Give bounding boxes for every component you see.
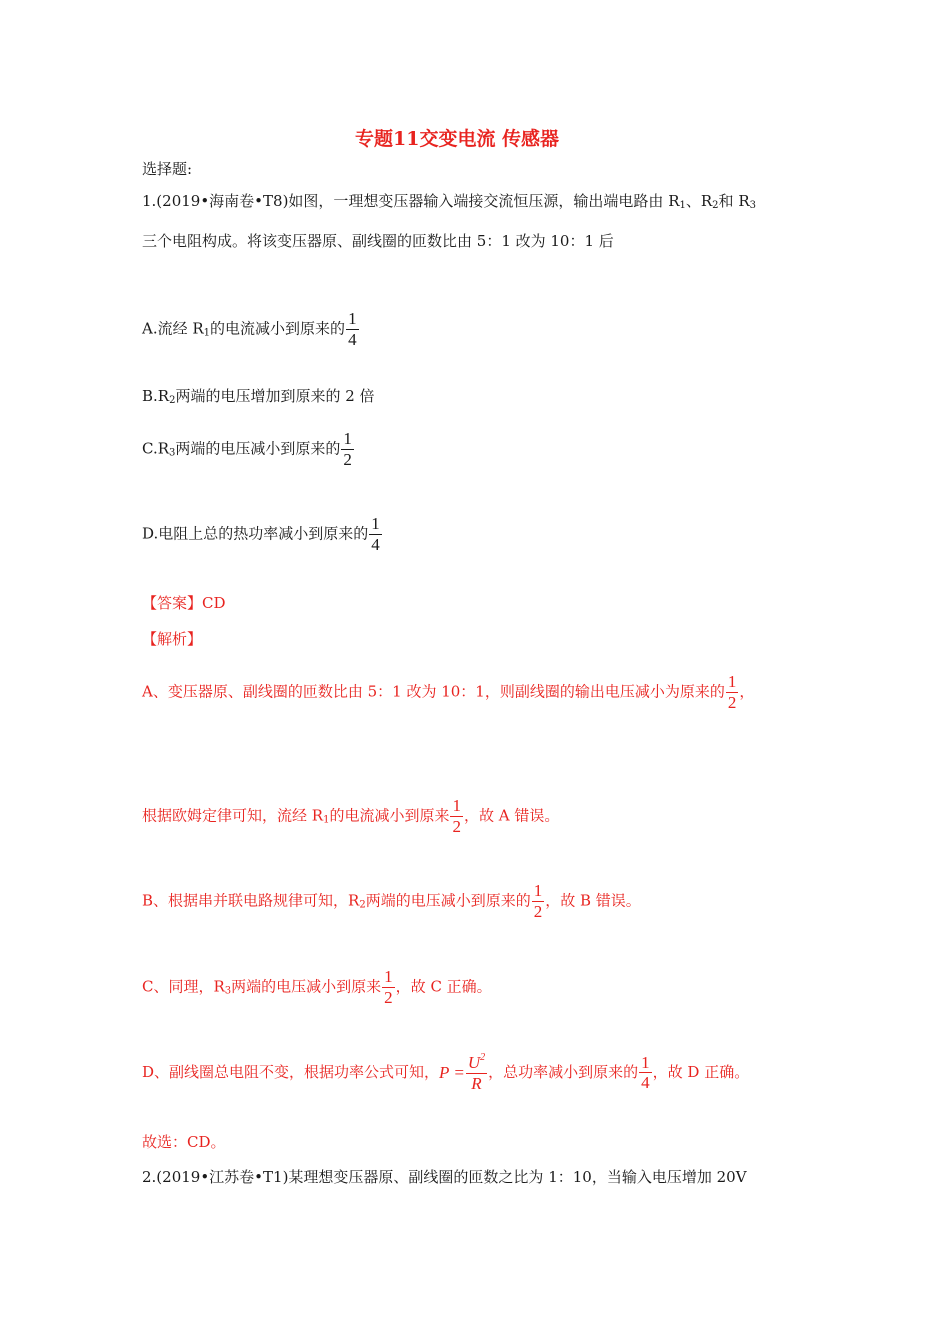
- fraction: $\frac{1}{4}$: [641, 1052, 650, 1093]
- analysis-c: C、同理，$R_3$两端的电压减小到原来 $\frac{1}{2}$ ，故 C 正确。: [142, 967, 492, 1007]
- q1-option-d: D.电阻上总的热功率减小到原来的 $\frac{1}{4}$: [142, 514, 380, 554]
- fraction: $\frac{1}{2}$: [343, 429, 352, 469]
- analysis-d: D、副线圈总电阻不变，根据功率公式可知，P = $\frac{U^2}{R}$ ，总功率减小到原来的 $\frac{1}{4}$ ，故 D 正确。: [142, 1052, 750, 1093]
- fraction: $\frac{1}{2}$: [384, 967, 393, 1007]
- page-title: 专题11交变电流 传感器: [355, 128, 560, 150]
- equation-fraction: $\frac{U^2}{R}$: [467, 1052, 486, 1093]
- q1-option-c: $C.R_3$两端的电压减小到原来的 $\frac{1}{2}$: [142, 429, 352, 469]
- fraction: $\frac{1}{4}$: [348, 309, 357, 349]
- conclusion: 故选：CD。: [142, 1133, 226, 1151]
- analysis-a: A、变压器原、副线圈的匝数比由 5：1 改为 10：1，则副线圈的输出电压减小为原来的 $\frac{1}{2}$ ，: [142, 672, 755, 712]
- fraction: $\frac{1}{2}$: [452, 796, 461, 836]
- answer: 【答案】CD: [142, 594, 226, 612]
- fraction: $\frac{1}{4}$: [371, 514, 380, 554]
- q1-stem-line2: 三个电阻构成。将该变压器原、副线圈的匝数比由 5：1 改为 10：1 后: [142, 232, 614, 250]
- q1-option-b: $B.R_2$两端的电压增加到原来的 2 倍: [142, 387, 375, 406]
- analysis-label: 【解析】: [142, 630, 203, 648]
- equation-lhs: P =: [439, 1062, 465, 1082]
- q1-option-a: A.流经 $R_1$的电流减小到原来的 $\frac{1}{4}$: [142, 309, 357, 349]
- fraction: $\frac{1}{2}$: [727, 672, 737, 712]
- analysis-b: B、根据串并联电路规律可知，$R_2$两端的电压减小到原来的 $\frac{1}{2}$ ，故 B 错误。: [142, 881, 641, 921]
- q1-stem-line1: 1.(2019•海南卷•T8)如图，一理想变压器输入端接交流恒压源，输出端电路由 $R_1$、$R_2$和 $R_3$: [142, 192, 756, 211]
- section-label: 选择题:: [142, 160, 193, 178]
- analysis-a-cont: 根据欧姆定律可知，流经 $R_1$的电流减小到原来 $\frac{1}{2}$ ，故 A 错误。: [142, 796, 560, 836]
- q2-stem-line1: 2.(2019•江苏卷•T1)某理想变压器原、副线圈的匝数之比为 1：10，当输入电压增加 20V: [142, 1168, 747, 1186]
- fraction: $\frac{1}{2}$: [533, 881, 543, 921]
